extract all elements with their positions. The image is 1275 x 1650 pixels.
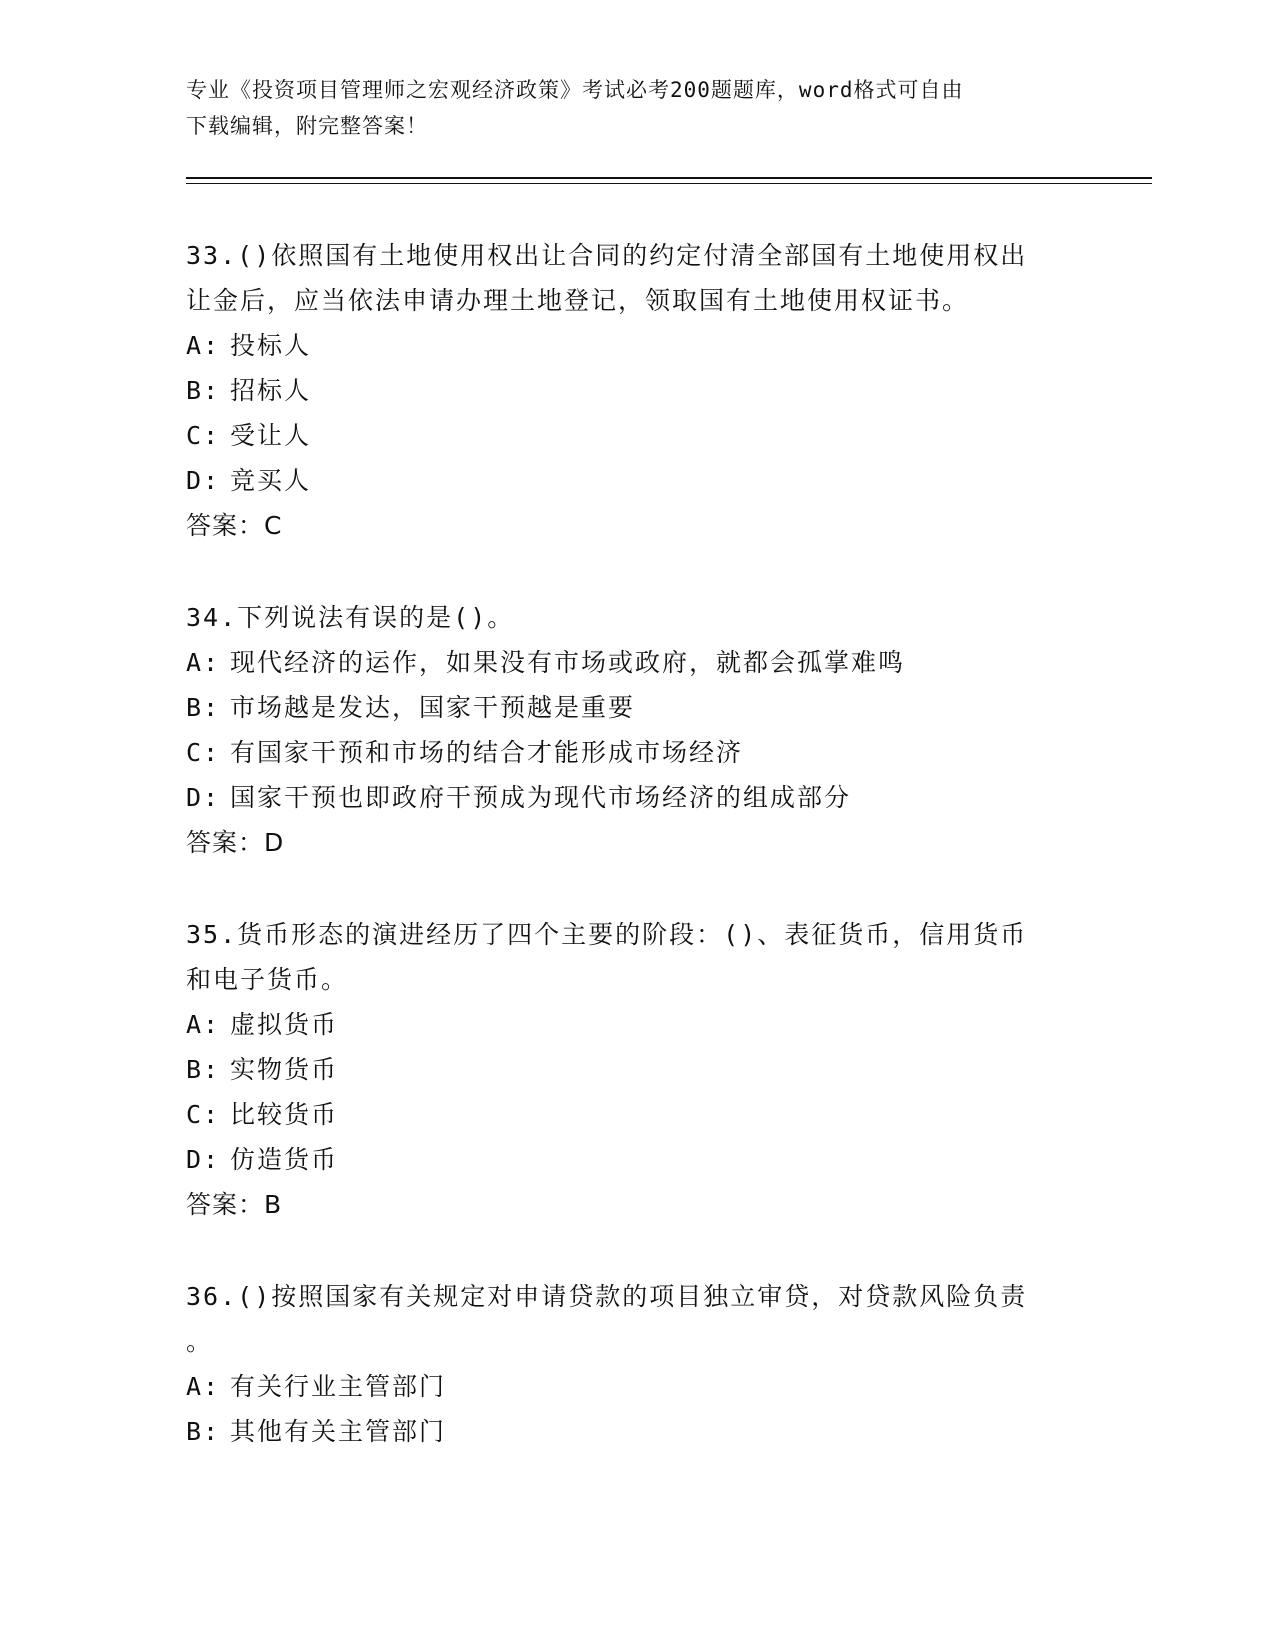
option-d bbox=[186, 458, 1086, 503]
option-text: 受让人 bbox=[230, 421, 312, 450]
question-text-line: 36.()按照国家有关规定对申请贷款的项目独立审贷，对贷款风险负责 bbox=[186, 1282, 1028, 1311]
option-text: 其他有关主管部门 bbox=[230, 1417, 447, 1446]
question-35 bbox=[186, 912, 1086, 1227]
option-text: 现代经济的运作，如果没有市场或政府，就都会孤掌难鸣 bbox=[230, 648, 906, 677]
option-text: 实物货币 bbox=[230, 1055, 339, 1084]
header-rule-thin bbox=[186, 183, 1152, 184]
option-a bbox=[186, 640, 1086, 685]
question-text-line: 。 bbox=[186, 1327, 214, 1356]
option-text: 比较货币 bbox=[230, 1100, 339, 1129]
question-text-line: 和电子货币。 bbox=[186, 965, 349, 994]
answer-line: 答案：B bbox=[186, 1190, 283, 1219]
option-letter: C: bbox=[186, 1100, 221, 1129]
option-text: 有关行业主管部门 bbox=[230, 1372, 447, 1401]
option-letter: B: bbox=[186, 376, 221, 405]
header-line-2: 下载编辑，附完整答案！ bbox=[186, 114, 428, 138]
question-text-line: 35.货币形态的演进经历了四个主要的阶段：()、表征货币，信用货币 bbox=[186, 920, 1028, 949]
spacer bbox=[186, 865, 1086, 912]
option-text: 市场越是发达，国家干预越是重要 bbox=[230, 693, 636, 722]
option-c bbox=[186, 1092, 1086, 1137]
option-c bbox=[186, 413, 1086, 458]
option-a bbox=[186, 323, 1086, 368]
spacer bbox=[186, 548, 1086, 595]
option-text: 投标人 bbox=[230, 331, 312, 360]
header-rule-thick bbox=[186, 177, 1152, 179]
option-c bbox=[186, 730, 1086, 775]
answer-line: 答案：D bbox=[186, 828, 285, 857]
option-letter: C: bbox=[186, 738, 221, 767]
question-33 bbox=[186, 233, 1086, 548]
question-list bbox=[186, 233, 1086, 1454]
option-letter: B: bbox=[186, 1055, 221, 1084]
option-text: 有国家干预和市场的结合才能形成市场经济 bbox=[230, 738, 744, 767]
option-letter: A: bbox=[186, 331, 221, 360]
option-b bbox=[186, 1409, 1086, 1454]
option-letter: A: bbox=[186, 1372, 221, 1401]
option-letter: D: bbox=[186, 466, 221, 495]
option-text: 仿造货币 bbox=[230, 1145, 339, 1174]
option-letter: B: bbox=[186, 1417, 221, 1446]
option-text: 国家干预也即政府干预成为现代市场经济的组成部分 bbox=[230, 783, 852, 812]
option-a bbox=[186, 1002, 1086, 1047]
option-b bbox=[186, 685, 1086, 730]
option-letter: D: bbox=[186, 1145, 221, 1174]
question-text-line: 让金后，应当依法申请办理土地登记，领取国有土地使用权证书。 bbox=[186, 286, 970, 315]
question-34 bbox=[186, 595, 1086, 865]
option-text: 招标人 bbox=[230, 376, 312, 405]
option-letter: D: bbox=[186, 783, 221, 812]
option-letter: B: bbox=[186, 693, 221, 722]
document-header bbox=[186, 72, 1086, 144]
question-text-line: 34.下列说法有误的是()。 bbox=[186, 603, 515, 632]
option-d bbox=[186, 775, 1086, 820]
option-a bbox=[186, 1364, 1086, 1409]
option-letter: C: bbox=[186, 421, 221, 450]
spacer bbox=[186, 1227, 1086, 1274]
answer-line: 答案：C bbox=[186, 511, 283, 540]
header-line-1: 专业《投资项目管理师之宏观经济政策》考试必考200题题库，word格式可自由 bbox=[186, 78, 964, 102]
question-text-line: 33.()依照国有土地使用权出让合同的约定付清全部国有土地使用权出 bbox=[186, 241, 1028, 270]
option-d bbox=[186, 1137, 1086, 1182]
option-letter: A: bbox=[186, 1010, 221, 1039]
option-text: 虚拟货币 bbox=[230, 1010, 339, 1039]
option-text: 竞买人 bbox=[230, 466, 312, 495]
option-b bbox=[186, 1047, 1086, 1092]
question-36 bbox=[186, 1274, 1086, 1454]
option-b bbox=[186, 368, 1086, 413]
option-letter: A: bbox=[186, 648, 221, 677]
